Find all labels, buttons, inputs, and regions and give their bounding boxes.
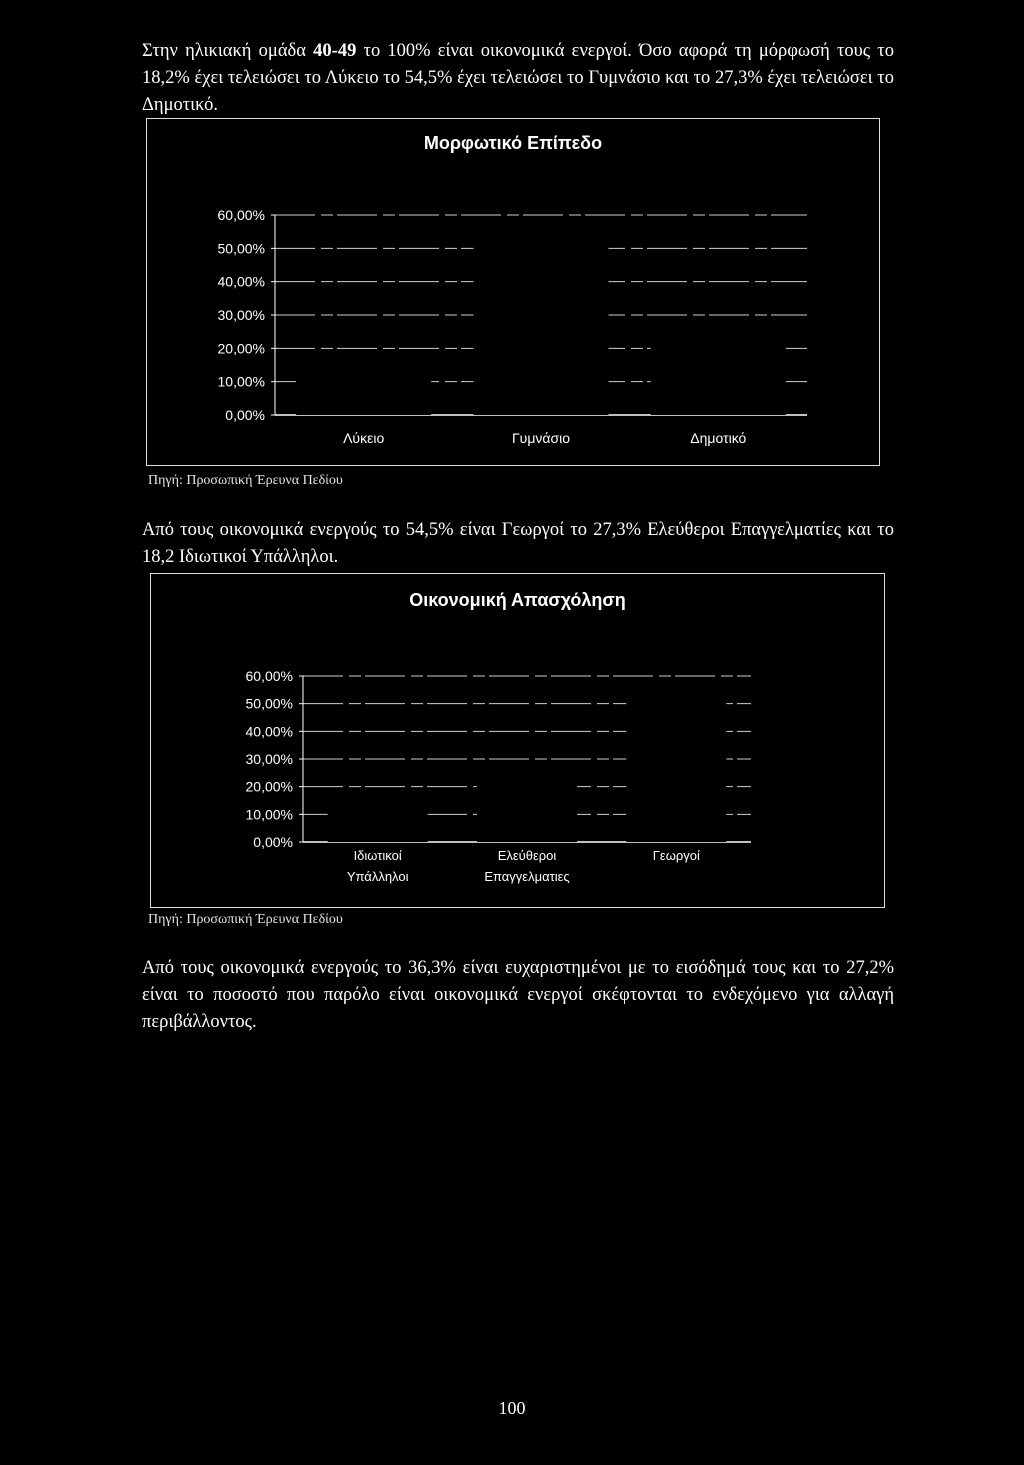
y-tick-label: 20,00% — [245, 778, 293, 795]
paragraph-1: Στην ηλικιακή ομάδα 40-49 το 100% είναι οικονομικά ενεργοί. Όσο αφορά τη μόρφωσή τους το 18,2% έχει τελειώσει το Λύκειο το 54,5% έχει τελειώσει το Γυμνάσιο και το 27,3% έχει τελειώσει το Δημοτικό. — [142, 41, 894, 115]
y-tick-label: 60,00% — [217, 207, 265, 223]
source-note-1: Πηγή: Προσωπική Έρευνα Πεδίου — [148, 473, 343, 488]
bar — [328, 792, 428, 842]
bar — [474, 233, 609, 415]
x-category-label: Δημοτικό — [690, 430, 747, 446]
y-tick-label: 0,00% — [253, 834, 293, 850]
bar — [626, 691, 726, 842]
employment-chart-plot — [151, 574, 883, 906]
x-category-label: Γυμνάσιο — [511, 430, 571, 446]
paragraph-3: Από τους οικονομικά ενεργούς το 36,3% είναι ευχαριστημένοι με το εισόδημά τους και το 27,2% είναι το ποσοστό που παρόλο είναι οικονομικά ενεργοί σκέφτονται το ενδεχόμενο για αλλαγή περιβάλλοντος. — [142, 958, 894, 1032]
x-category-label: Ελεύθεροι — [497, 848, 557, 863]
paragraph-2: Από τους οικονομικά ενεργούς το 54,5% είναι Γεωργοί το 27,3% Ελεύθεροι Επαγγελματίες και το 18,2 Ιδιωτικοί Υπάλληλοι. — [142, 520, 894, 567]
bar — [477, 766, 577, 842]
source-note-2: Πηγή: Προσωπική Έρευνα Πεδίου — [148, 912, 343, 927]
employment-chart — [150, 573, 885, 908]
x-category-label: Λύκειο — [343, 430, 385, 446]
y-tick-label: 30,00% — [245, 751, 293, 767]
x-category-label: Γεωργοί — [652, 848, 700, 863]
chart-title: Μορφωτικό Επίπεδο — [423, 133, 603, 153]
education-chart — [146, 118, 880, 466]
education-chart-plot — [147, 119, 878, 464]
x-category-label: Επαγγελματιες — [484, 869, 570, 884]
y-tick-label: 60,00% — [245, 668, 293, 684]
y-tick-label: 50,00% — [245, 695, 293, 712]
bar — [651, 324, 786, 415]
y-tick-label: 50,00% — [217, 240, 265, 257]
page-number: 100 — [498, 1398, 526, 1418]
x-category-label: Υπάλληλοι — [346, 869, 409, 884]
x-category-label: Ιδιωτικοί — [353, 848, 402, 863]
y-tick-label: 0,00% — [225, 407, 265, 423]
y-tick-label: 10,00% — [245, 806, 293, 823]
bar — [296, 354, 431, 415]
y-tick-label: 20,00% — [217, 340, 265, 357]
y-tick-label: 40,00% — [217, 273, 265, 290]
chart-title: Οικονομική Απασχόληση — [409, 590, 626, 610]
y-tick-label: 30,00% — [217, 307, 265, 323]
y-tick-label: 10,00% — [217, 373, 265, 390]
y-tick-label: 40,00% — [245, 723, 293, 740]
